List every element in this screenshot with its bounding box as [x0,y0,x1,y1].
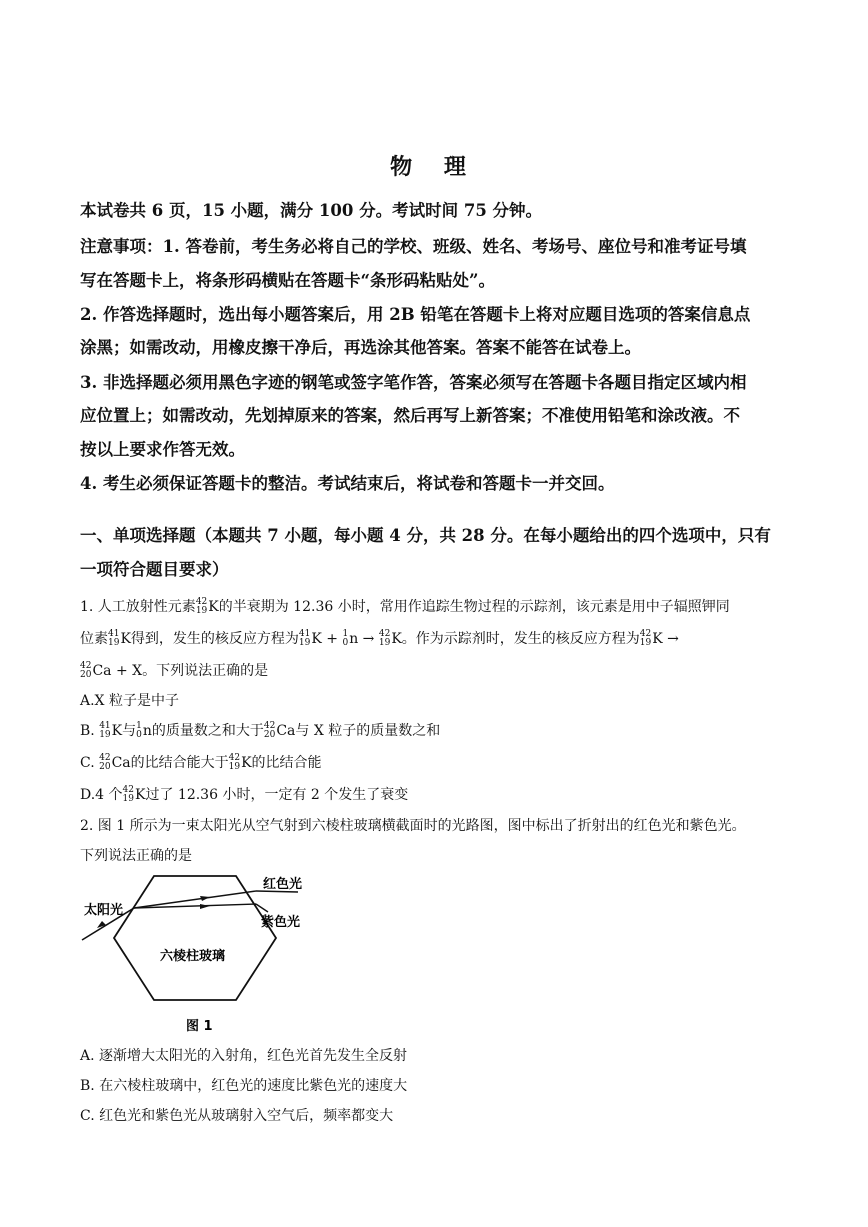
nuclide-ca42: 42 20 [99,753,111,772]
q1-line-1: 1. 人工放射性元素 42 19 K的半衰期为 12.36 小时，常用作追踪生物过程的示踪剂，该元素是用中子辐照钾同 [80,597,730,616]
hexagon-shape [114,876,276,1000]
q1-line-3: 42 20 Ca + X。下列说法正确的是 [80,661,269,680]
q2-option-c: C. 红色光和紫色光从玻璃射入空气后，频率都变大 [80,1108,394,1124]
red-light-label: 红色光 [263,877,303,892]
sunlight-label: 太阳光 [84,903,124,918]
q2-option-b: B. 在六棱柱玻璃中，红色光的速度比紫色光的速度大 [80,1078,408,1094]
notes-line-1: 注意事项：1. 答卷前，考生务必将自己的学校、班级、姓名、考场号、座位号和准考证号填 [80,237,747,256]
nuclide-k42: 42 19 [195,597,208,616]
nuclide-k42: 42 19 [122,785,134,804]
q1-line-2: 位素 41 19 K得到，发生的核反应方程为 41 19 K + 1 0 n → 42 19 K。作为示踪剂时，发生的核反应方程为 42 19 K → [80,629,679,648]
q1-option-a: A.X 粒子是中子 [80,693,179,709]
nuclide-neutron: 1 0 [136,721,142,740]
q1-option-d: D.4 个 42 19 K过了 12.36 小时，一定有 2 个发生了衰变 [80,785,409,804]
violet-light-label: 紫色光 [261,915,301,930]
q2-option-a: A. 逐渐增大太阳光的入射角，红色光首先发生全反射 [80,1048,408,1064]
page-title: 物 理 [390,154,478,180]
nuclide-k41: 41 19 [108,629,120,648]
q2-line-2: 下列说法正确的是 [80,848,192,864]
glass-label: 六棱柱玻璃 [160,949,226,964]
nuclide-k41: 41 19 [99,721,111,740]
section-heading-line-1: 一、单项选择题（本题共 7 小题，每小题 4 分，共 28 分。在每小题给出的四个选项中，只有 [80,526,771,545]
q1-option-c: C. 42 20 Ca的比结合能大于 42 19 K的比结合能 [80,753,322,772]
q2-line-1: 2. 图 1 所示为一束太阳光从空气射到六棱柱玻璃横截面时的光路图，图中标出了折射出的红色光和紫色光。 [80,818,746,834]
nuclide-k42: 42 19 [639,629,652,648]
nuclide-k41: 41 19 [298,629,311,648]
figure-caption: 图 1 [186,1019,213,1034]
notes-line-6: 应位置上；如需改动，先划掉原来的答案，然后再写上新答案；不准使用铅笔和涂改液。不 [80,406,740,425]
red-arrow-icon [200,896,210,901]
notes-line-7: 按以上要求作答无效。 [80,440,245,459]
hexagonal-prism-figure [78,868,318,1038]
violet-arrow-icon [200,904,210,909]
notes-line-4: 涂黑；如需改动，用橡皮擦干净后，再选涂其他答案。答案不能答在试卷上。 [80,338,641,357]
notes-line-3: 2. 作答选择题时，选出每小题答案后，用 2B 铅笔在答题卡上将对应题目选项的答案信息点 [80,305,751,324]
notes-line-5: 3. 非选择题必须用黑色字迹的钢笔或签字笔作答，答案必须写在答题卡各题目指定区域内相 [80,373,747,392]
nuclide-ca42: 42 20 [80,661,92,680]
nuclide-neutron: 1 0 [342,629,349,648]
nuclide-k42: 42 19 [378,629,391,648]
notes-line-8: 4. 考生必须保证答题卡的整洁。考试结束后，将试卷和答题卡一并交回。 [80,474,615,493]
q1-option-b: B. 41 19 K与 1 0 n的质量数之和大于 42 20 Ca与 X 粒子的质量数之和 [80,721,441,740]
intro-line: 本试卷共 6 页，15 小题，满分 100 分。考试时间 75 分钟。 [80,201,543,220]
notes-line-2: 写在答题卡上，将条形码横贴在答题卡“条形码粘贴处”。 [80,271,495,290]
section-heading-line-2: 一项符合题目要求） [80,560,229,579]
nuclide-k42: 42 19 [228,753,241,772]
nuclide-ca42: 42 20 [263,721,276,740]
